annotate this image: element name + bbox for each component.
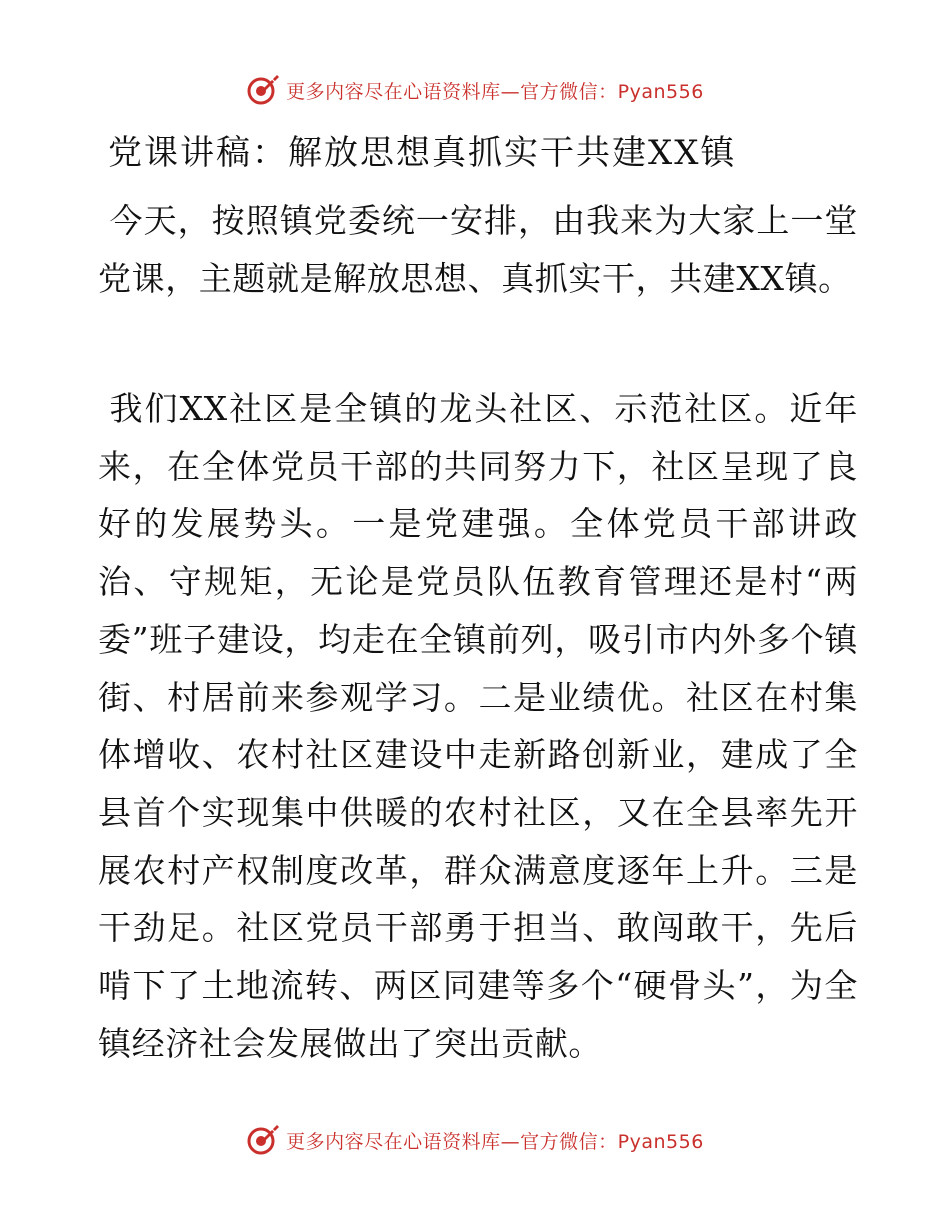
header-watermark-text: 更多内容尽在心语资料库—官方微信：Pyan556 xyxy=(286,80,704,103)
header-watermark xyxy=(0,70,950,110)
paragraph-intro: 今天，按照镇党委统一安排，由我来为大家上一堂党课，主题就是解放思想、真抓实干，共建XX镇。 xyxy=(98,201,858,298)
quill-pen-logo-icon xyxy=(246,73,280,107)
footer-watermark xyxy=(0,1120,950,1160)
footer-watermark-text: 更多内容尽在心语资料库—官方微信：Pyan556 xyxy=(286,1130,704,1153)
document-title: 党课讲稿：解放思想真抓实干共建XX镇 xyxy=(108,133,737,173)
paragraph-community: 我们XX社区是全镇的龙头社区、示范社区。近年来，在全体党员干部的共同努力下，社区呈现了良好的发展势头。一是党建强。全体党员干部讲政治、守规矩，无论是党员队伍教育管理还是村“两委”班子建设，均走在全镇前列，吸引市内外多个镇街、村居前来参观学习。二是业绩优。社区在村集体增收、农村社区建设中走新路创新业，建成了全县首个实现集中供暖的农村社区，又在全县率先开展农村产权制度改革，群众满意度逐年上升。三是干劲足。社区党员干部勇于担当、敢闯敢干，先后啃下了土地流转、两区同建等多个“硬骨头”，为全镇经济社会发展做出了突出贡献。 xyxy=(98,389,858,1063)
quill-pen-logo-icon xyxy=(246,1123,280,1157)
